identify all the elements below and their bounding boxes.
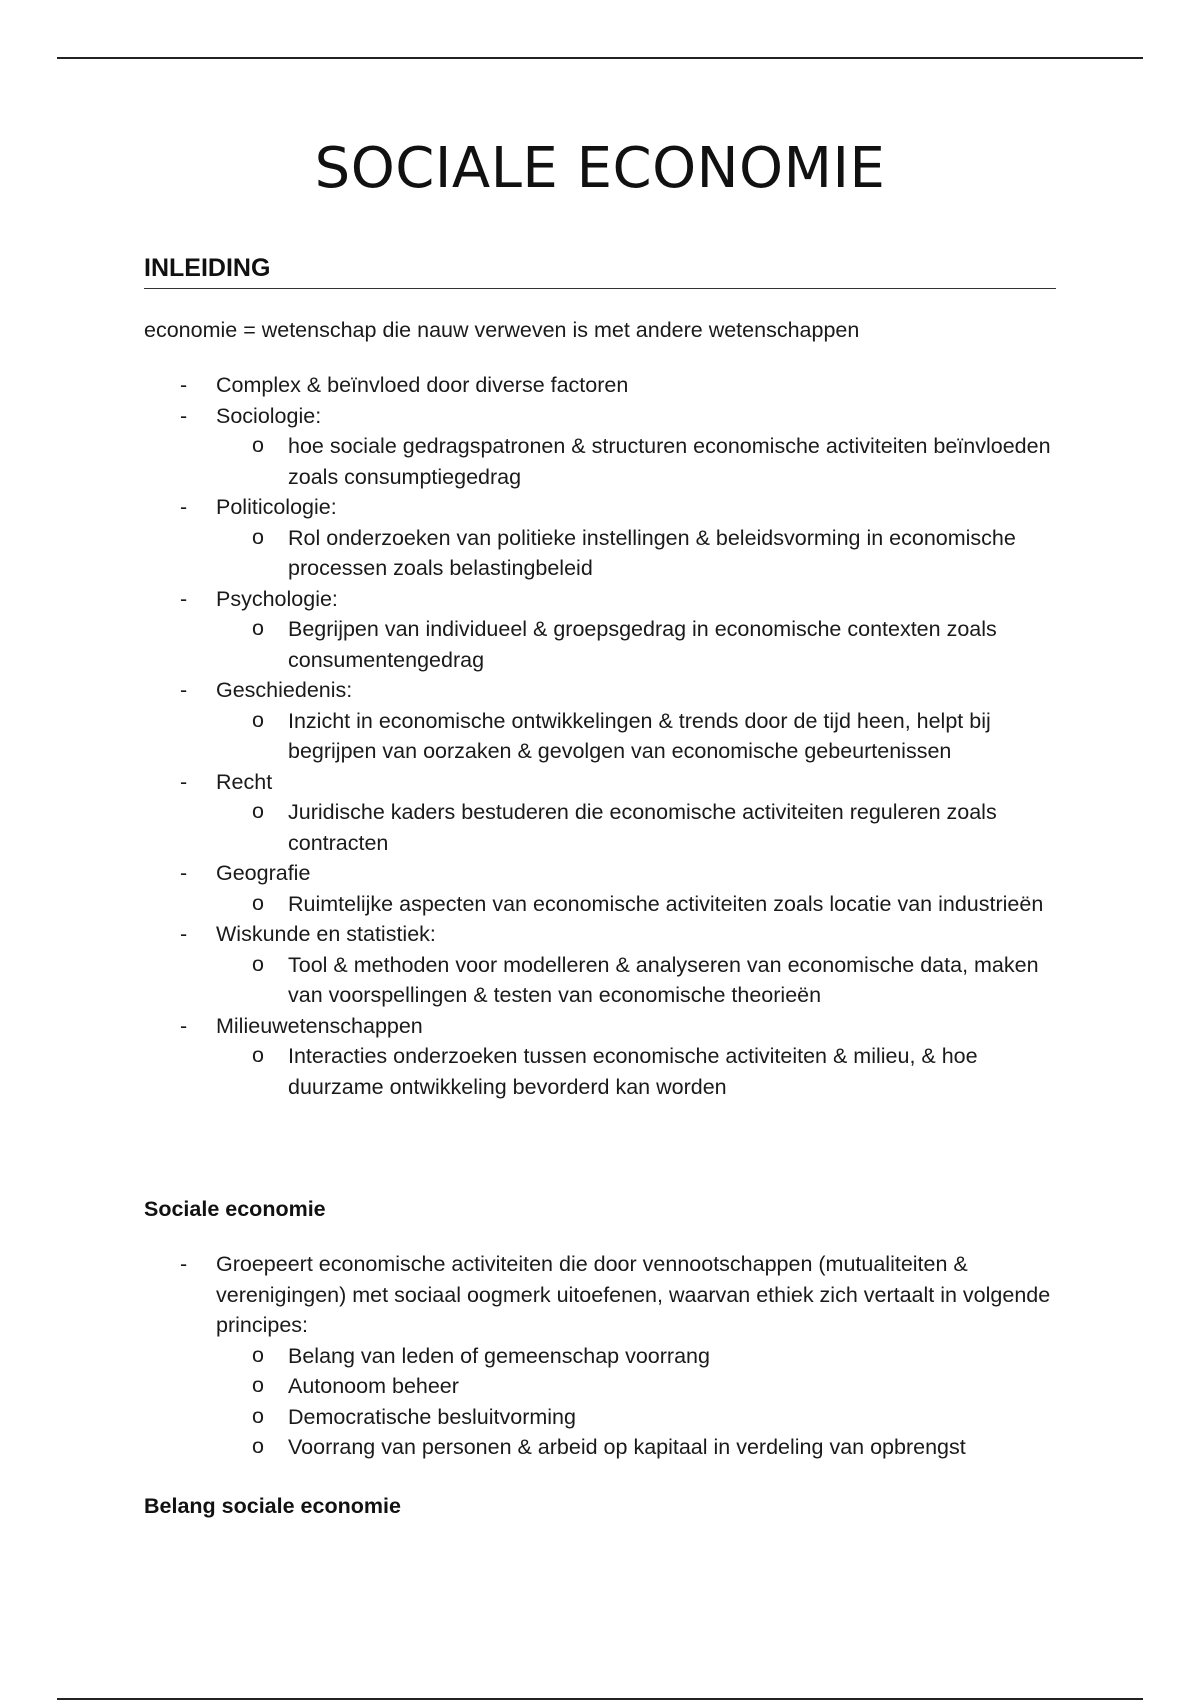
sub-list-item-text: Democratische besluitvorming [288,1404,576,1429]
list-item [144,401,1056,493]
dash-bullet: - [180,586,188,611]
social-economy-list [144,1249,1056,1463]
dash-bullet: - [180,1013,188,1038]
sub-list-item-text: Juridische kaders bestuderen die economische activiteiten reguleren zoals contracten [288,800,997,855]
sub-list-item [216,1041,1056,1102]
sub-list-item [216,1371,1056,1402]
subheading-belang-sociale-economie: Belang sociale economie [144,1494,401,1518]
fields-list [144,370,1056,1102]
sub-list-item [216,797,1056,858]
list-item-label: Psychologie: [216,586,338,611]
dash-bullet: - [180,922,188,946]
sub-list [216,1041,1056,1102]
circle-bullet: o [252,1373,264,1397]
sub-list-item [216,706,1056,767]
circle-bullet: o [252,890,264,915]
list-item-label: Milieuwetenschappen [216,1013,423,1038]
list-item [144,1011,1056,1103]
circle-bullet: o [252,524,264,549]
document-title: SOCIALE ECONOMIE [314,136,886,201]
sub-list-item-text: Inzicht in economische ontwikkelingen & trends door de tijd heen, helpt bij begrijpen van oorzaken & gevolgen van economische gebeurtenissen [288,708,991,763]
list-item-label: Politicologie: [216,495,337,519]
list-item [144,919,1056,1011]
list-item [144,492,1056,584]
sub-list [216,614,1056,675]
sub-list-item [216,523,1056,584]
sub-list-item-text: Rol onderzoeken van politieke instellingen & beleidsvorming in economische processen zoals belastingbeleid [288,525,1016,580]
sub-list-item [216,431,1056,492]
sub-list-item-text: Interacties onderzoeken tussen economische activiteiten & milieu, & hoe duurzame ontwikkeling bevorderd kan worden [288,1044,978,1099]
dash-bullet: - [180,861,188,885]
dash-bullet: - [180,495,188,519]
circle-bullet: o [252,1403,264,1428]
circle-bullet: o [252,707,264,732]
dash-bullet: - [180,678,188,702]
circle-bullet: o [252,616,264,640]
list-item [144,370,1056,401]
list-item-label: Wiskunde en statistiek: [216,922,436,946]
list-item-label: Sociologie: [216,403,322,428]
dash-bullet: - [180,1252,188,1276]
sub-list-item [216,889,1056,920]
circle-bullet: o [252,433,264,457]
dash-bullet: - [180,403,188,428]
circle-bullet: o [252,799,264,823]
list-item [144,584,1056,676]
sub-list [216,950,1056,1011]
sub-list [216,797,1056,858]
sub-list-item [216,950,1056,1011]
sub-list [216,431,1056,492]
list-item [144,858,1056,919]
circle-bullet: o [252,1342,264,1367]
circle-bullet: o [252,1434,264,1458]
list-item-label: Geografie [216,861,311,885]
dash-bullet: - [180,769,188,794]
dash-bullet: - [180,373,188,397]
subheading-sociale-economie: Sociale economie [144,1197,326,1221]
sub-list-item-text: Tool & methoden voor modelleren & analyseren van economische data, maken van voorspellingen & testen van economische theorieën [288,952,1039,1007]
list-item [144,675,1056,767]
list-item-label: Geschiedenis: [216,678,353,702]
sub-list [216,889,1056,920]
sub-list [216,523,1056,584]
sub-list-item-text: Voorrang van personen & arbeid op kapitaal in verdeling van opbrengst [288,1435,966,1459]
sub-list-item [216,1432,1056,1463]
sub-list-item-text: Ruimtelijke aspecten van economische activiteiten zoals locatie van industrieën [288,891,1044,916]
section-heading-inleiding: INLEIDING [144,254,1056,289]
sub-list-item [216,614,1056,675]
sub-list-item-text: Autonoom beheer [288,1374,459,1398]
sub-list-item [216,1402,1056,1433]
sub-list-item-text: Belang van leden of gemeenschap voorrang [288,1343,710,1368]
circle-bullet: o [252,951,264,976]
list-item [144,767,1056,859]
sub-list-item-text: hoe sociale gedragspatronen & structuren economische activiteiten beïnvloeden zoals consumptiegedrag [288,434,1051,489]
list-item-label: Recht [216,769,273,794]
sub-list-item [216,1341,1056,1372]
sub-list-item-text: Begrijpen van individueel & groepsgedrag in economische contexten zoals consumentengedrag [288,617,997,672]
sub-list [216,1341,1056,1463]
circle-bullet: o [252,1043,264,1067]
list-item-label: Groepeert economische activiteiten die door vennootschappen (mutualiteiten & verenigingen) met sociaal oogmerk uitoefenen, waarvan ethiek zich vertaalt in volgende principes: [216,1252,1051,1337]
sub-list [216,706,1056,767]
intro-line: economie = wetenschap die nauw verweven is met andere wetenschappen [144,318,860,342]
page-top-rule [57,57,1143,59]
list-item-label: Complex & beïnvloed door diverse factoren [216,373,629,397]
list-item [144,1249,1056,1463]
